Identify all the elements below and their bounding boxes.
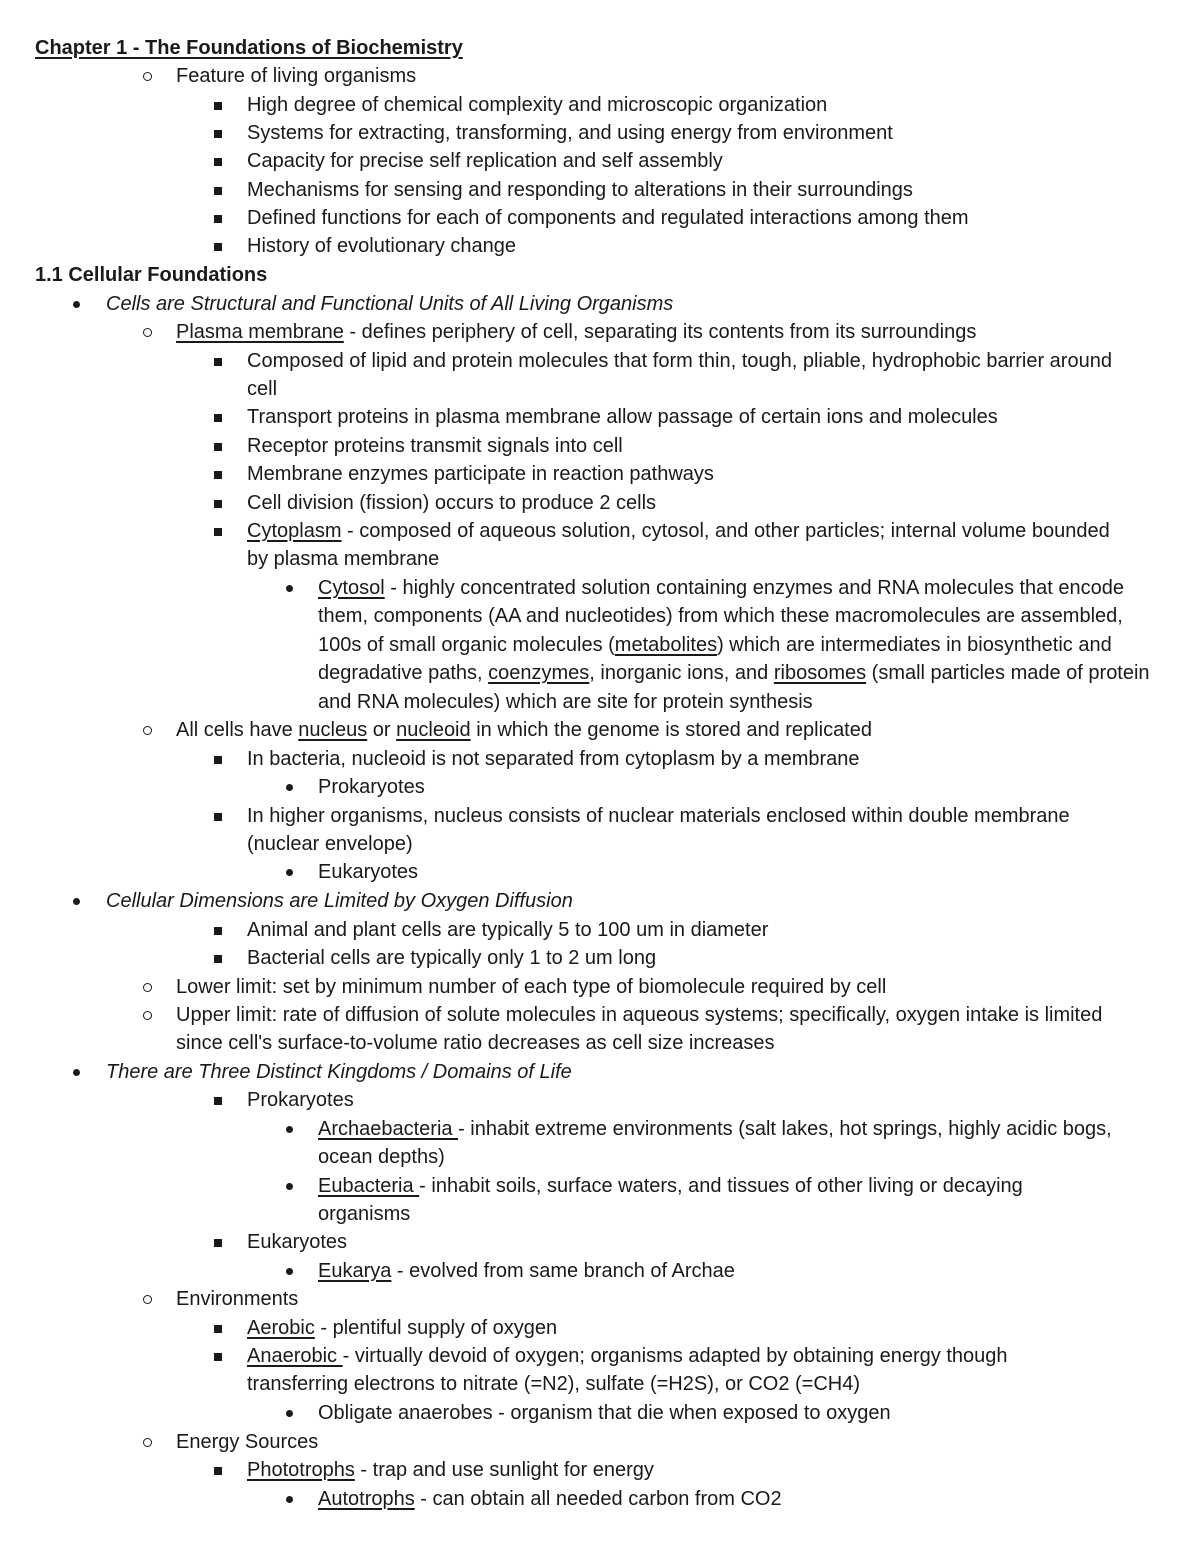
square-bullet-icon: [208, 517, 228, 545]
bullet-icon: [279, 1115, 299, 1143]
square-bullet-icon: [208, 347, 228, 375]
square-bullet-icon: [208, 1314, 228, 1342]
term-eubacteria: Eubacteria: [318, 1175, 420, 1197]
square-bullet-icon: [208, 1456, 228, 1484]
term-plasma-membrane: Plasma membrane: [176, 321, 344, 343]
list-item: Cytoplasm - composed of aqueous solution, cytosol, and other particles; internal volume bounded by plasma membrane: [247, 517, 1110, 574]
term-nucleoid: nucleoid: [396, 719, 471, 741]
section-heading: 1.1 Cellular Foundations: [35, 264, 268, 286]
square-bullet-icon: [208, 432, 228, 460]
term-ribosomes: ribosomes: [773, 662, 867, 685]
bullet-icon: [66, 887, 86, 915]
bullet-icon: [279, 1485, 299, 1513]
list-item: Cytosol - highly concentrated solution containing enzymes and RNA molecules that encode them, components (AA and nucleotides) from which these macromolecules are assembled, 100s of small organic molecules (metabolites) which are intermediates in biosynthetic and degradative paths, coenzymes, inorganic ions, and ribosomes (small particles made of protein and RNA molecules) which are site for protein synthesis: [318, 574, 1150, 716]
square-bullet-icon: [208, 944, 228, 972]
circle-bullet-icon: [137, 318, 157, 346]
bullet-icon: [279, 1399, 299, 1427]
list-item: Anaerobic - virtually devoid of oxygen; organisms adapted by obtaining energy though transferring electrons to nitrate (=N2), sulfate (=H2S), or CO2 (=CH4): [247, 1342, 1090, 1399]
square-bullet-icon: [208, 802, 228, 830]
square-bullet-icon: [208, 176, 228, 204]
circle-bullet-icon: [137, 62, 157, 90]
document-page: Chapter 1 - The Foundations of Biochemistry Feature of living organisms High degree of chemical complexity and microscopic organization Systems for extracting, transforming, and using energy from environment Capacity for precise self replication and self assembly Mechanisms for sensing and responding to alterations in their surroundings Defined functions for each of components and regulated interactions among them History of evolutionary change 1.1 Cellular Foundations Cells are Structural and Functional Units of All Living Organisms Plasma membrane - defines periphery of cell, separating its contents from its surroundings Composed of lipid and protein molecules that form thin, tough, pliable, hydrophobic barrier around cell Transport proteins in plasma membrane allow passage of certain ions and molecules Receptor proteins transmit signals into cell Membrane enzymes participate in reaction pathways Cell division (fission) occurs to produce 2 cells Cytoplasm - composed of aqueous solution, cytosol, and other particles; internal volume bounded by plasma membrane Cytosol - highly concentrated solution containing enzymes and RNA molecules that encode them, components (AA and nucleotides) from which these macromolecules are assembled, 100s of small organic molecules (metabolites) which are intermediates in biosynthetic and degradative paths, coenzymes, inorganic ions, and ribosomes (small particles made of protein and RNA molecules) which are site for protein synthesis All cells have nucleus or nucleoid in which the genome is stored and replicated In bacteria, nucleoid is not separated from cytoplasm by a membrane Prokaryotes In higher organisms, nucleus consists of nuclear materials enclosed within double membrane (nuclear envelope) Eukaryotes Cellular Dimensions are Limited by Oxygen Diffusion Animal and plant cells are typically 5 to 100 um in diameter Bacterial cells are typically only 1 to 2 um long Lower limit: set by minimum number of each type of biomolecule required by cell Upper limit: rate of diffusion of solute molecules in aqueous systems; specifically, oxygen intake is limited since cell's surface-to-volume ratio decreases as cell size increases There are Three Distinct Kingdoms / Domains of Life Prokaryotes Archaebacteria - inhabit extreme environments (salt lakes, hot springs, highly acidic bogs, ocean depths) Eubacteria - inhabit soils, surface waters, and tissues of other living or decaying organisms Eukaryotes Eukarya - evolved from same branch of Archae Environments Aerobic - plentiful supply of oxygen Anaerobic - virtually devoid of oxygen; organisms adapted by obtaining energy though transferring electrons to nitrate (=N2), sulfate (=H2S), or CO2 (=CH4) Obligate anaerobes - organism that die when exposed to oxygen Energy Sources Phototrophs - trap and use sunlight for energy Autotrophs - can obtain all needed carbon from CO2: [0, 0, 1200, 1553]
term-metabolites: metabolites: [614, 633, 718, 656]
list-item: Archaebacteria - inhabit extreme environments (salt lakes, hot springs, highly acidic bogs, ocean depths): [318, 1115, 1130, 1172]
square-bullet-icon: [208, 1228, 228, 1256]
square-bullet-icon: [208, 745, 228, 773]
term-autotrophs: Autotrophs: [318, 1488, 415, 1510]
term-anaerobic: Anaerobic: [247, 1345, 343, 1367]
square-bullet-icon: [208, 147, 228, 175]
circle-bullet-icon: [137, 973, 157, 1001]
bullet-icon: [66, 1058, 86, 1086]
bullet-icon: [66, 290, 86, 318]
term-phototrophs: Phototrophs: [247, 1459, 355, 1481]
circle-bullet-icon: [137, 716, 157, 744]
term-coenzymes: coenzymes: [488, 662, 590, 685]
square-bullet-icon: [208, 403, 228, 431]
square-bullet-icon: [208, 119, 228, 147]
bullet-icon: [279, 1172, 299, 1200]
term-archaebacteria: Archaebacteria: [318, 1118, 459, 1140]
circle-bullet-icon: [137, 1428, 157, 1456]
square-bullet-icon: [208, 1342, 228, 1370]
square-bullet-icon: [208, 489, 228, 517]
square-bullet-icon: [208, 204, 228, 232]
term-aerobic: Aerobic: [247, 1317, 315, 1339]
circle-bullet-icon: [137, 1285, 157, 1313]
list-item: Eubacteria - inhabit soils, surface waters, and tissues of other living or decaying organisms: [318, 1172, 1090, 1229]
bullet-icon: [279, 574, 299, 602]
list-item: Composed of lipid and protein molecules that form thin, tough, pliable, hydrophobic barrier around cell: [247, 347, 1130, 404]
term-cytosol: Cytosol: [318, 577, 385, 599]
square-bullet-icon: [208, 91, 228, 119]
square-bullet-icon: [208, 1086, 228, 1114]
square-bullet-icon: [208, 232, 228, 260]
square-bullet-icon: [208, 916, 228, 944]
bullet-icon: [279, 1257, 299, 1285]
chapter-title: Chapter 1 - The Foundations of Biochemistry: [35, 37, 463, 59]
term-cytoplasm: Cytoplasm: [247, 520, 342, 542]
list-item: Upper limit: rate of diffusion of solute molecules in aqueous systems; specifically, oxygen intake is limited since cell's surface-to-volume ratio decreases as cell size increases: [176, 1001, 1140, 1058]
list-item: In higher organisms, nucleus consists of nuclear materials enclosed within double membrane (nuclear envelope): [247, 802, 1140, 859]
bullet-icon: [279, 858, 299, 886]
square-bullet-icon: [208, 460, 228, 488]
term-nucleus: nucleus: [298, 719, 368, 741]
term-eukarya: Eukarya: [318, 1260, 392, 1282]
circle-bullet-icon: [137, 1001, 157, 1029]
bullet-icon: [279, 773, 299, 801]
